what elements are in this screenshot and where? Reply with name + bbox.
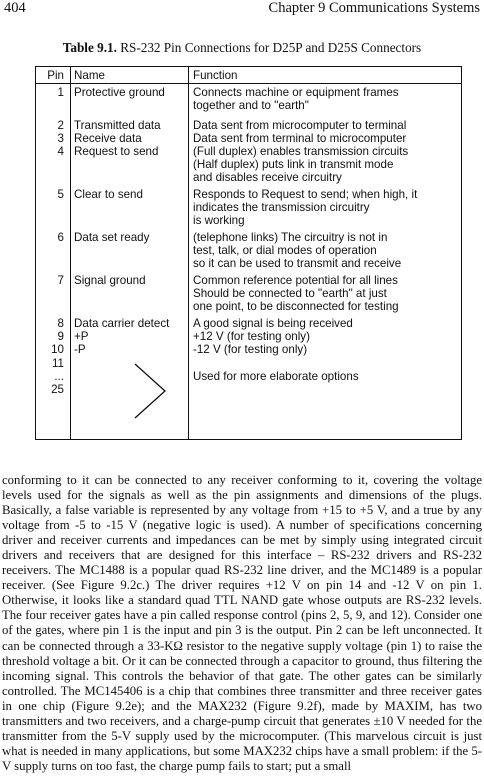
row-pin: 5 xyxy=(57,187,64,201)
row-pin: ... xyxy=(54,369,64,383)
row-pin: 11 xyxy=(51,356,64,370)
row-function-line: one point, to be disconnected for testing xyxy=(193,300,399,313)
row-function-line: Common reference potential for all lines xyxy=(193,273,398,287)
page-header xyxy=(2,0,480,18)
column-header-pin: Pin xyxy=(47,69,64,82)
row-pin: 2 xyxy=(57,118,64,132)
row-name: Signal ground xyxy=(74,273,146,287)
row-pin: 6 xyxy=(57,230,64,244)
row-name: Receive data xyxy=(74,131,142,145)
column-header-function: Function xyxy=(193,69,238,82)
row-name: Data set ready xyxy=(74,230,150,244)
row-name: Data carrier detect xyxy=(74,317,170,330)
row-pin: 4 xyxy=(57,144,64,158)
table-caption-label: Table 9.1. xyxy=(62,40,117,55)
row-pin: 25 xyxy=(51,383,64,396)
row-name: Request to send xyxy=(74,144,159,158)
column-divider xyxy=(188,67,189,439)
row-function-line: together and to "earth" xyxy=(193,98,309,112)
row-function-line: -12 V (for testing only) xyxy=(193,343,308,357)
row-function-line: +12 V (for testing only) xyxy=(193,330,310,344)
table-caption xyxy=(0,40,484,56)
row-pin: 10 xyxy=(51,343,64,357)
row-function-line: (telephone links) The circuitry is not in xyxy=(193,230,388,244)
row-function-line: (Half duplex) puts link in transmit mode xyxy=(193,158,394,172)
row-name: Clear to send xyxy=(74,187,143,201)
row-pin: 1 xyxy=(57,85,64,99)
column-header-name: Name xyxy=(74,69,105,82)
row-pin: 9 xyxy=(57,330,64,344)
row-function-line: is working xyxy=(193,214,245,228)
row-function-line: Connects machine or equipment frames xyxy=(193,85,399,99)
pin-table xyxy=(35,66,462,440)
body-paragraph: conforming to it can be connected to any receiver conforming to it, covering the voltage levels used for the signals as well as the pin assignments and dimensions of the plugs. Basically, a false variable is represented by any voltage from +15 to +5 V, and a true by any voltage from -5 to -15 V (negative logic is used). A number of specifications concerning driver and receiver currents and impedances can be met by simply using integrated circuit drivers and receivers that are designed for this interface – RS-232 drivers and RS-232 receivers. The MC1488 is a popular quad RS-232 line driver, and the MC1489 is a popular receiver. (See Figure 9.2c.) The driver requires +12 V on pin 14 and -12 V on pin 1. Otherwise, it looks like a standard quad TTL NAND gate whose outputs are RS-232 levels. The four receiver gates have a pin called response control (pins 2, 5, 9, and 12). Consider one of the gates, where pin 1 is the input and pin 3 is the output. Pin 2 can be left unconnected. It can be connected through a 33-KΩ resistor to the negative supply voltage (pin 1) to raise the threshold voltage a bit. Or it can be connected through a capacitor to ground, thus filtering the incoming signal. This controls the behavior of that gate. The other gates can be similarly controlled. The MC145406 is a chip that combines three transmitter and three receiver gates in one chip (Figure 9.2e); and the MAX232 (Figure 9.2f), made by MAXIM, has two transmitters and two receivers, and a charge-pump circuit that generates ±10 V needed for the transmitter from the 5-V supply used by the microcomputer. (This marvelous circuit is just what is needed in many applications, but some MAX232 chips have a small problem: if the 5-V supply turns on too fast, the charge pump fails to start; put a small xyxy=(2,473,482,773)
row-name: -P xyxy=(74,343,86,357)
row-name: Transmitted data xyxy=(74,118,161,132)
row-function-line: so it can be used to transmit and receive xyxy=(193,257,402,271)
row-function-line: Data sent from terminal to microcomputer xyxy=(193,131,407,145)
row-name: +P xyxy=(74,330,89,344)
row-function-line: Responds to Request to send; when high, it xyxy=(193,187,418,201)
chapter-title: Chapter 9 Communications Systems xyxy=(268,0,480,16)
page-number: 404 xyxy=(4,0,26,16)
row-function-line: Data sent from microcomputer to terminal xyxy=(193,118,407,132)
row-pin: 7 xyxy=(57,273,64,287)
column-divider xyxy=(70,67,71,439)
row-pin: 3 xyxy=(57,131,64,145)
table-caption-text: RS-232 Pin Connections for D25P and D25S Connectors xyxy=(120,40,422,55)
row-pin: 8 xyxy=(57,317,64,330)
row-function-line: indicates the transmission circuitry xyxy=(193,201,370,214)
row-function-line: A good signal is being received xyxy=(193,317,353,330)
row-function-line: (Full duplex) enables transmission circuits xyxy=(193,144,409,158)
row-function-line: Used for more elaborate options xyxy=(193,369,359,383)
row-name: Protective ground xyxy=(74,85,165,99)
row-function-line: Should be connected to "earth" at just xyxy=(193,286,387,300)
row-function-line: test, talk, or dial modes of operation xyxy=(193,243,377,257)
range-bracket-icon xyxy=(131,362,171,420)
header-divider xyxy=(36,83,461,84)
row-function-line: and disables receive circuitry xyxy=(193,171,342,185)
